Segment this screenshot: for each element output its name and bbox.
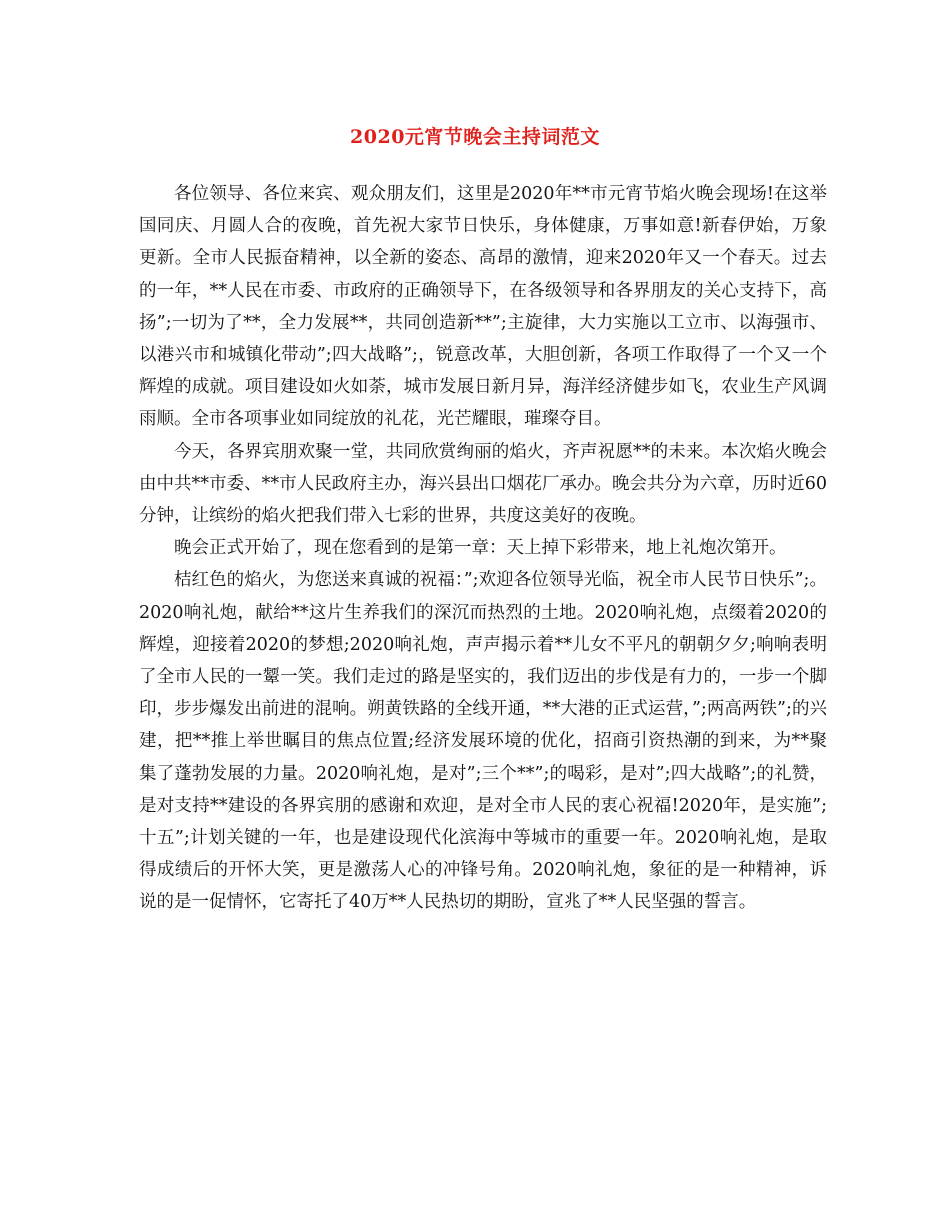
document-title: 2020元宵节晚会主持词范文 (350, 126, 600, 148)
paragraph: 桔红色的焰火，为您送来真诚的祝福：”;欢迎各位领导光临，祝全市人民节日快乐”;。2020响礼炮，献给**这片生养我们的深沉而热烈的土地。2020响礼炮，点缀着2020的辉煌，迎接着2020的梦想;2020响礼炮，声声揭示着**儿女不平凡的朝朝夕夕;响响表明了全市人民的一颦一笑。我们走过的路是坚实的，我们迈出的步伐是有力的，一步一个脚印，步步爆发出前进的混响。朔黄铁路的全线开通，**大港的正式运营，”;两高两铁”;的兴建，把**推上举世瞩目的焦点位置;经济发展环境的优化，招商引资热潮的到来，为**聚集了蓬勃发展的力量。2020响礼炮，是对”;三个**”;的喝彩，是对”;四大战略”;的礼赞，是对支持**建设的各界宾朋的感谢和欢迎，是对全市人民的衷心祝福!2020年，是实施”;十五”;计划关键的一年，也是建设现代化滨海中等城市的重要一年。2020响礼炮，是取得成绩后的开怀大笑，更是激荡人心的冲锋号角。2020响礼炮，象征的是一种精神，诉说的是一促情怀，它寄托了40万**人民热切的期盼，宣兆了**人民坚强的誓言。 (139, 570, 827, 913)
paragraph: 各位领导、各位来宾、观众朋友们，这里是2020年**市元宵节焰火晚会现场!在这举国同庆、月圆人合的夜晚，首先祝大家节日快乐，身体健康，万事如意!新春伊始，万象更新。全市人民振奋精神，以全新的姿态、高昂的激情，迎来2020年又一个春天。过去的一年，**人民在市委、市政府的正确领导下，在各级领导和各界朋友的关心支持下，高扬”;一切为了**，全力发展**，共同创造新**”;主旋律，大力实施以工立市、以海强市、以港兴市和城镇化带动”;四大战略”;，锐意改革，大胆创新，各项工作取得了一个又一个辉煌的成就。项目建设如火如荼，城市发展日新月异，海洋经济健步如飞，农业生产风调雨顺。全市各项事业如同绽放的礼花，光芒耀眼，璀璨夺目。 (139, 184, 827, 430)
paragraph: 今天，各界宾朋欢聚一堂，共同欣赏绚丽的焰火，齐声祝愿**的未来。本次焰火晚会由中共**市委、**市人民政府主办，海兴县出口烟花厂承办。晚会共分为六章，历时近60分钟，让缤纷的焰火把我们带入七彩的世界，共度这美好的夜晚。 (139, 441, 827, 527)
paragraph: 晚会正式开始了，现在您看到的是第一章：天上掉下彩带来，地上礼炮次第开。 (174, 538, 787, 559)
document-body (139, 178, 827, 919)
